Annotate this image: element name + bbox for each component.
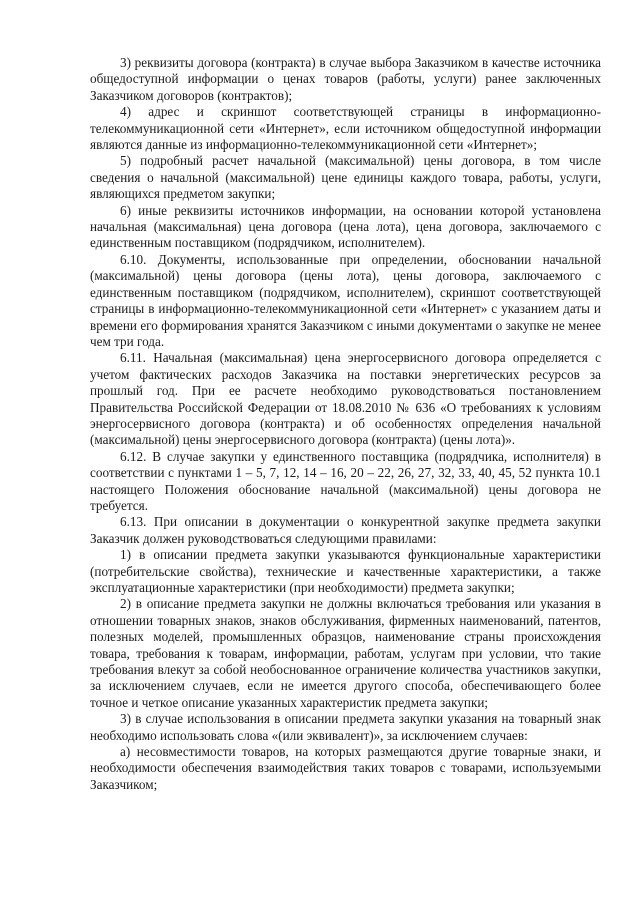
paragraph-rule-3-a: а) несовместимости товаров, на которых размещаются другие товарные знаки, и необходимости обеспечения взаимодействия таких товаров с товарами, используемыми Заказчиком;: [90, 744, 601, 792]
paragraph-item-6-other-requisites: 6) иные реквизиты источников информации, на основании которой установлена начальная (максимальная) цена договора (цена лота), цена договора, заключаемого с единственным поставщиком (подрядчиком, исполнителем).: [90, 202, 601, 251]
paragraph-6-13: 6.13. При описании в документации о конкурентной закупке предмета закупки Заказчик должен руководствоваться следующими правилами:: [90, 514, 601, 546]
paragraph-item-4-address-screenshot: 4) адрес и скриншот соответствующей страницы в информационно-телекоммуникационной сети «Интернет», если источником общедоступной информации являются данные из информационно-телекоммуникационной сети «Интернет»;: [90, 104, 601, 153]
paragraph-6-11: 6.11. Начальная (максимальная) цена энергосервисного договора определяется с учетом фактических расходов Заказчика на поставки энергетических ресурсов за прошлый год. При ее расчете необходимо руководствоваться постановлением Правительства Российской Федерации от 18.08.2010 № 636 «О требованиях к условиям энергосервисного договора (контракта) и об особенностях определения начальной (максимальной) цены энергосервисного договора (контракта) (цены лота)».: [90, 350, 601, 448]
paragraph-rule-2: 2) в описание предмета закупки не должны включаться требования или указания в отношении товарных знаков, знаков обслуживания, фирменных наименований, патентов, полезных моделей, промышленных образцов, наименование страны происхождения товара, требования к товарам, информации, работам, услугам при условии, что такие требования влекут за собой необоснованное ограничение количества участников закупки, за исключением случаев, если не имеется другого способа, обеспечивающего более точное и четкое описание указанных характеристик предмета закупки;: [90, 596, 601, 710]
paragraph-rule-1: 1) в описании предмета закупки указываются функциональные характеристики (потребительские свойства), технические и качественные характеристики, а также эксплуатационные характеристики (при необходимости) предмета закупки;: [90, 547, 601, 595]
paragraph-6-10: 6.10. Документы, использованные при определении, обосновании начальной (максимальной) цены договора (цены лота), цены договора, заключаемого с единственным поставщиком (подрядчиком, исполнителем), скриншот соответствующей страницы в информационно-телекоммуникационной сети «Интернет» с указанием даты и времени его формирования хранятся Заказчиком с иными документами о закупке не менее чем три года.: [90, 251, 601, 349]
paragraph-item-5-detailed-calculation: 5) подробный расчет начальной (максимальной) цены договора, в том числе сведения о начальной (максимальной) цене единицы каждого товара, работы, услуги, являющихся предметом закупки;: [90, 153, 601, 202]
paragraph-6-12: 6.12. В случае закупки у единственного поставщика (подрядчика, исполнителя) в соответствии с пунктами 1 – 5, 7, 12, 14 – 16, 20 – 22, 26, 27, 32, 33, 40, 45, 52 пункта 10.1 настоящего Положения обоснование начальной (максимальной) цены договора не требуется.: [90, 448, 601, 513]
paragraph-rule-3: 3) в случае использования в описании предмета закупки указания на товарный знак необходимо использовать слова «(или эквивалент)», за исключением случаев:: [90, 711, 601, 743]
document-text: [90, 55, 601, 793]
paragraph-item-3-requisites: 3) реквизиты договора (контракта) в случае выбора Заказчиком в качестве источника общедоступной информации о ценах товаров (работы, услуги) ранее заключенных Заказчиком договоров (контрактов);: [90, 55, 601, 103]
